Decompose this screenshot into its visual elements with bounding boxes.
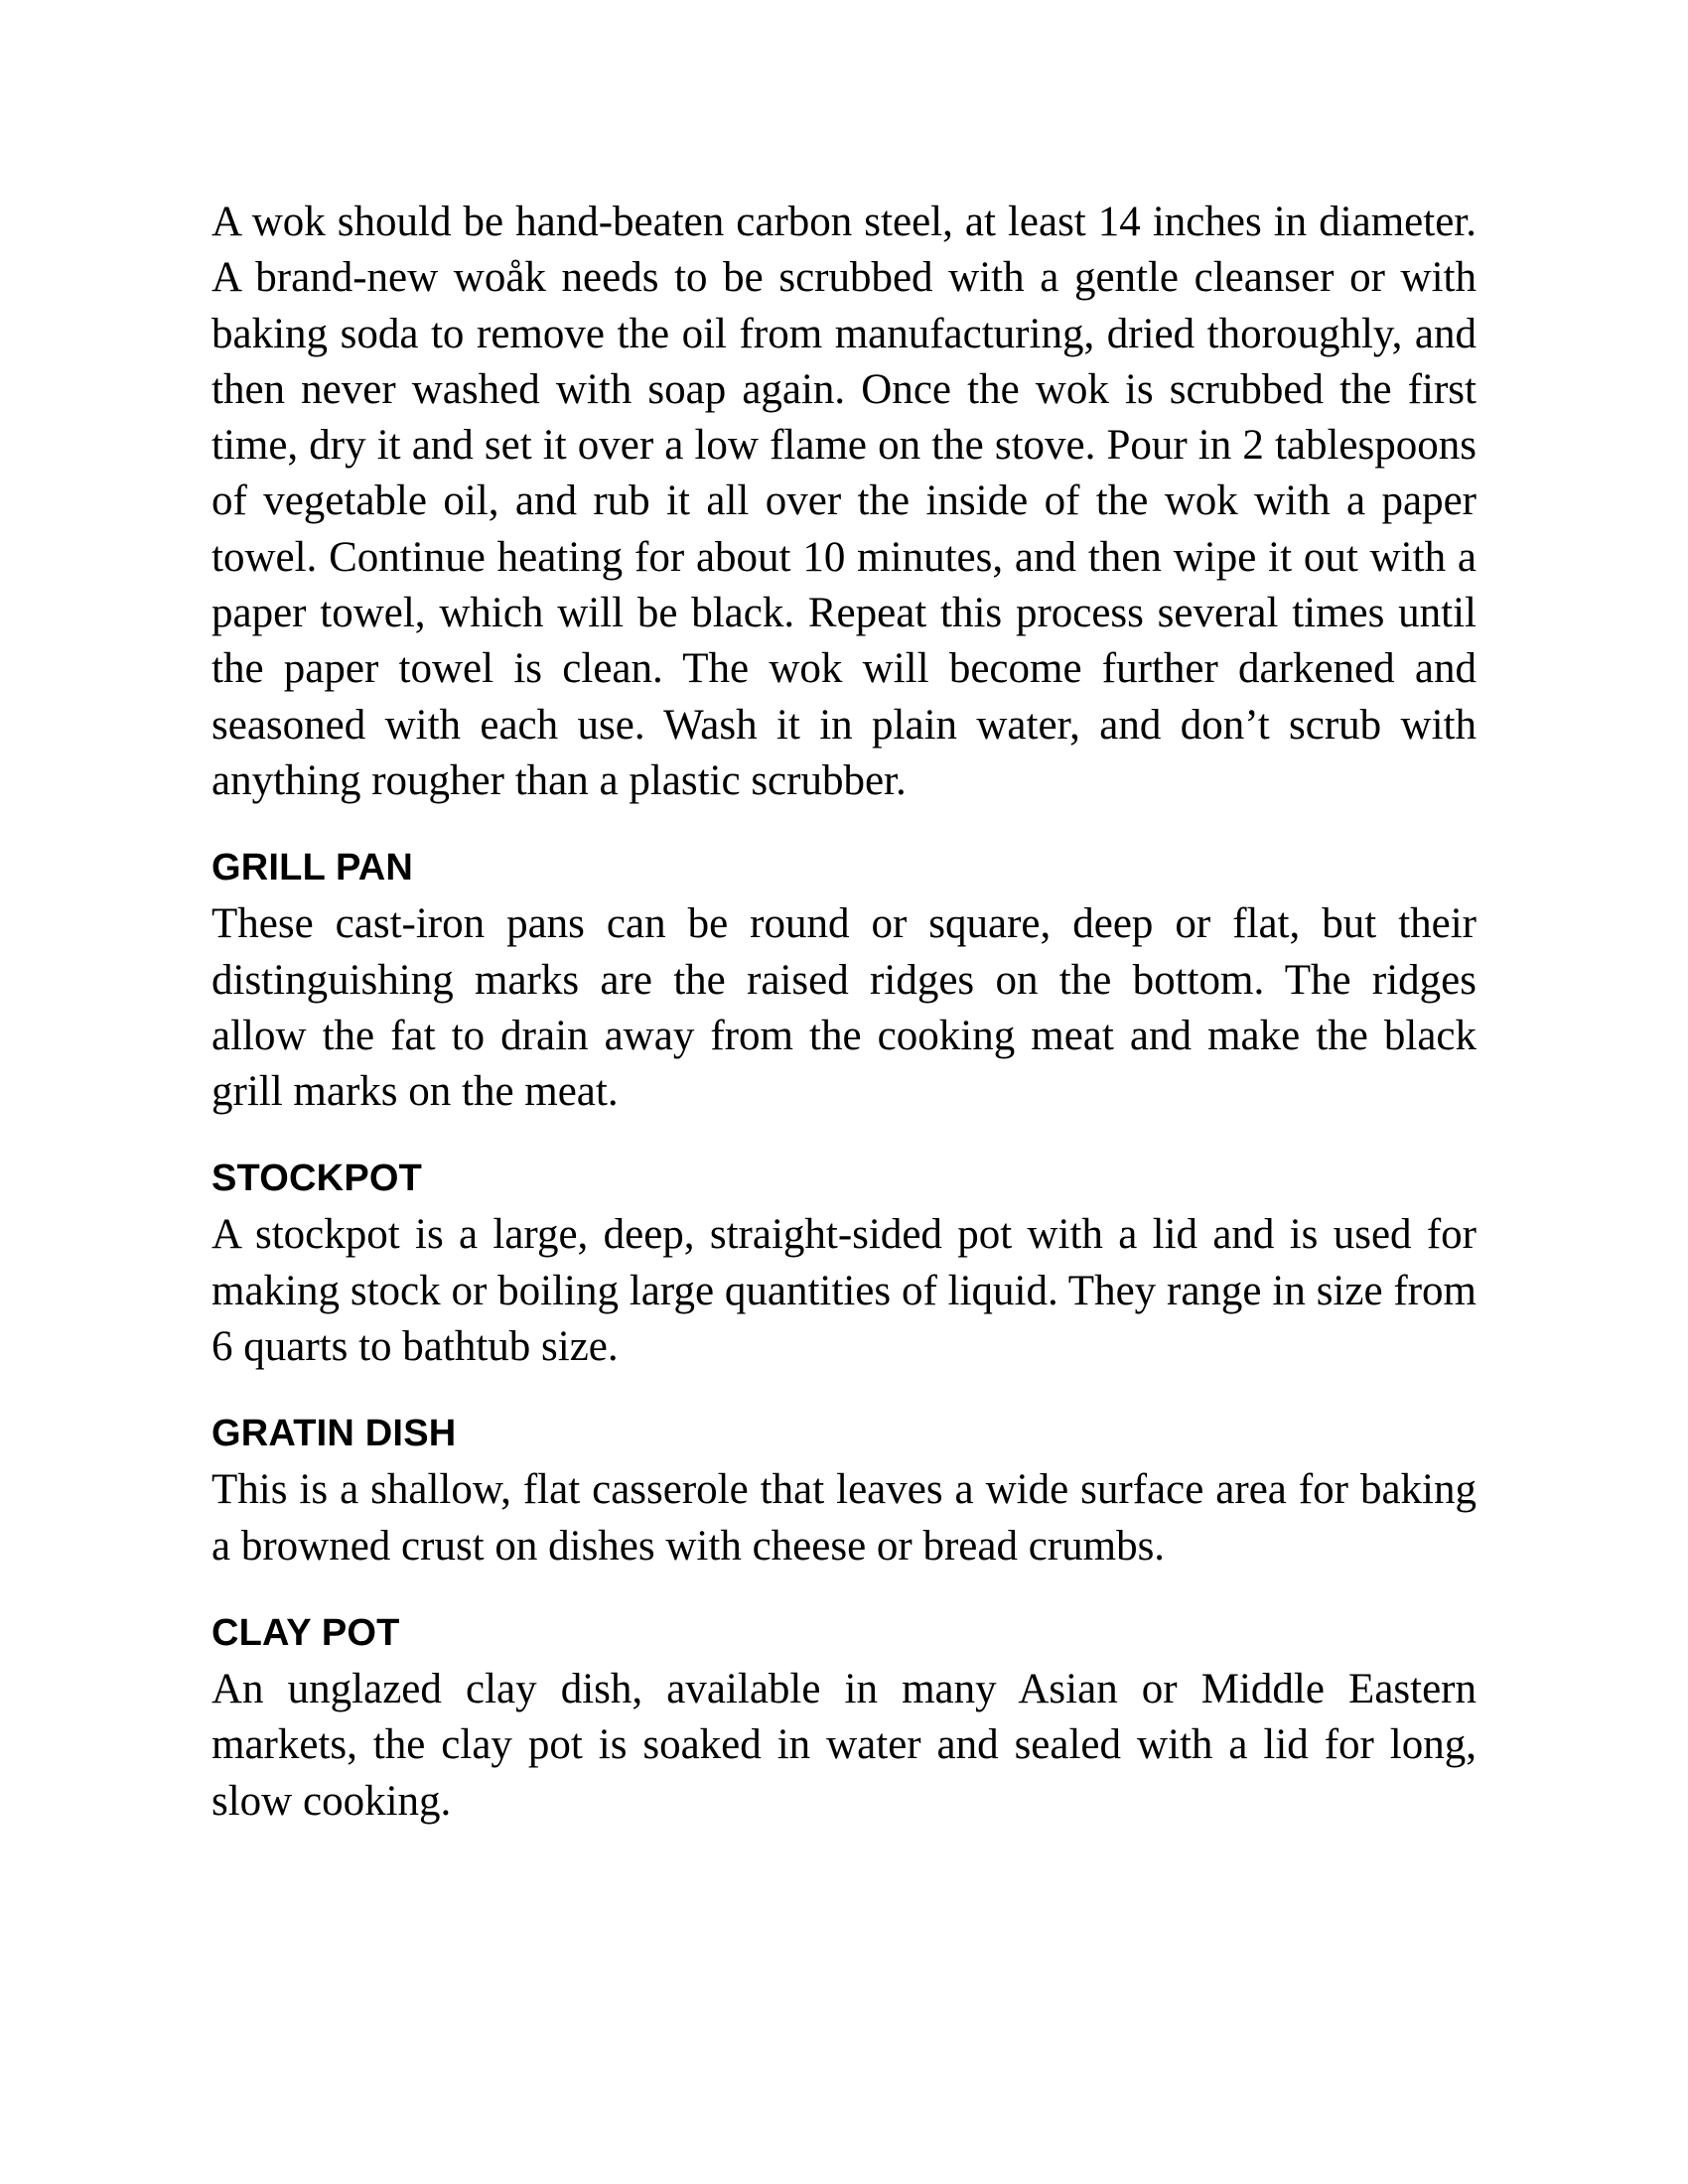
- section-heading: STOCKPOT: [211, 1158, 423, 1200]
- document-page: [211, 195, 1477, 1830]
- section-heading: CLAY POT: [211, 1611, 400, 1654]
- section-heading: GRATIN DISH: [211, 1413, 457, 1455]
- section-paragraph: A stockpot is a large, deep, straight-sided pot with a lid and is used for making stock or boiling large quantities of liquid. They range in size from 6 quarts to bathtub size.: [211, 1211, 1477, 1371]
- section-grill-pan: [211, 843, 1477, 1120]
- section-paragraph: An unglazed clay dish, available in many Asian or Middle Eastern markets, the clay pot is soaked in water and sealed with a lid for long, slow cooking.: [211, 1665, 1477, 1825]
- section-clay-pot: [211, 1608, 1477, 1830]
- section-heading: GRILL PAN: [211, 847, 414, 889]
- section-stockpot: [211, 1154, 1477, 1375]
- intro-paragraph: A wok should be hand-beaten carbon steel, at least 14 inches in diameter. A brand-new woåk needs to be scrubbed with a gentle cleanser or with baking soda to remove the oil from manufacturing, dried thoroughly, and then never washed with soap again. Once the wok is scrubbed the first time, dry it and set it over a low flame on the stove. Pour in 2 tablespoons of vegetable oil, and rub it all over the inside of the wok with a paper towel. Continue heating for about 10 minutes, and then wipe it out with a paper towel, which will be black. Repeat this process several times until the paper towel is clean. The wok will become further darkened and seasoned with each use. Wash it in plain water, and don’t scrub with anything rougher than a plastic scrubber.: [211, 199, 1477, 804]
- section-paragraph: These cast-iron pans can be round or square, deep or flat, but their distinguishing marks are the raised ridges on the bottom. The ridges allow the fat to drain away from the cooking meat and make the black grill marks on the meat.: [211, 900, 1477, 1116]
- section-gratin-dish: [211, 1409, 1477, 1574]
- section-paragraph: This is a shallow, flat casserole that leaves a wide surface area for baking a browned crust on dishes with cheese or bread crumbs.: [211, 1466, 1477, 1570]
